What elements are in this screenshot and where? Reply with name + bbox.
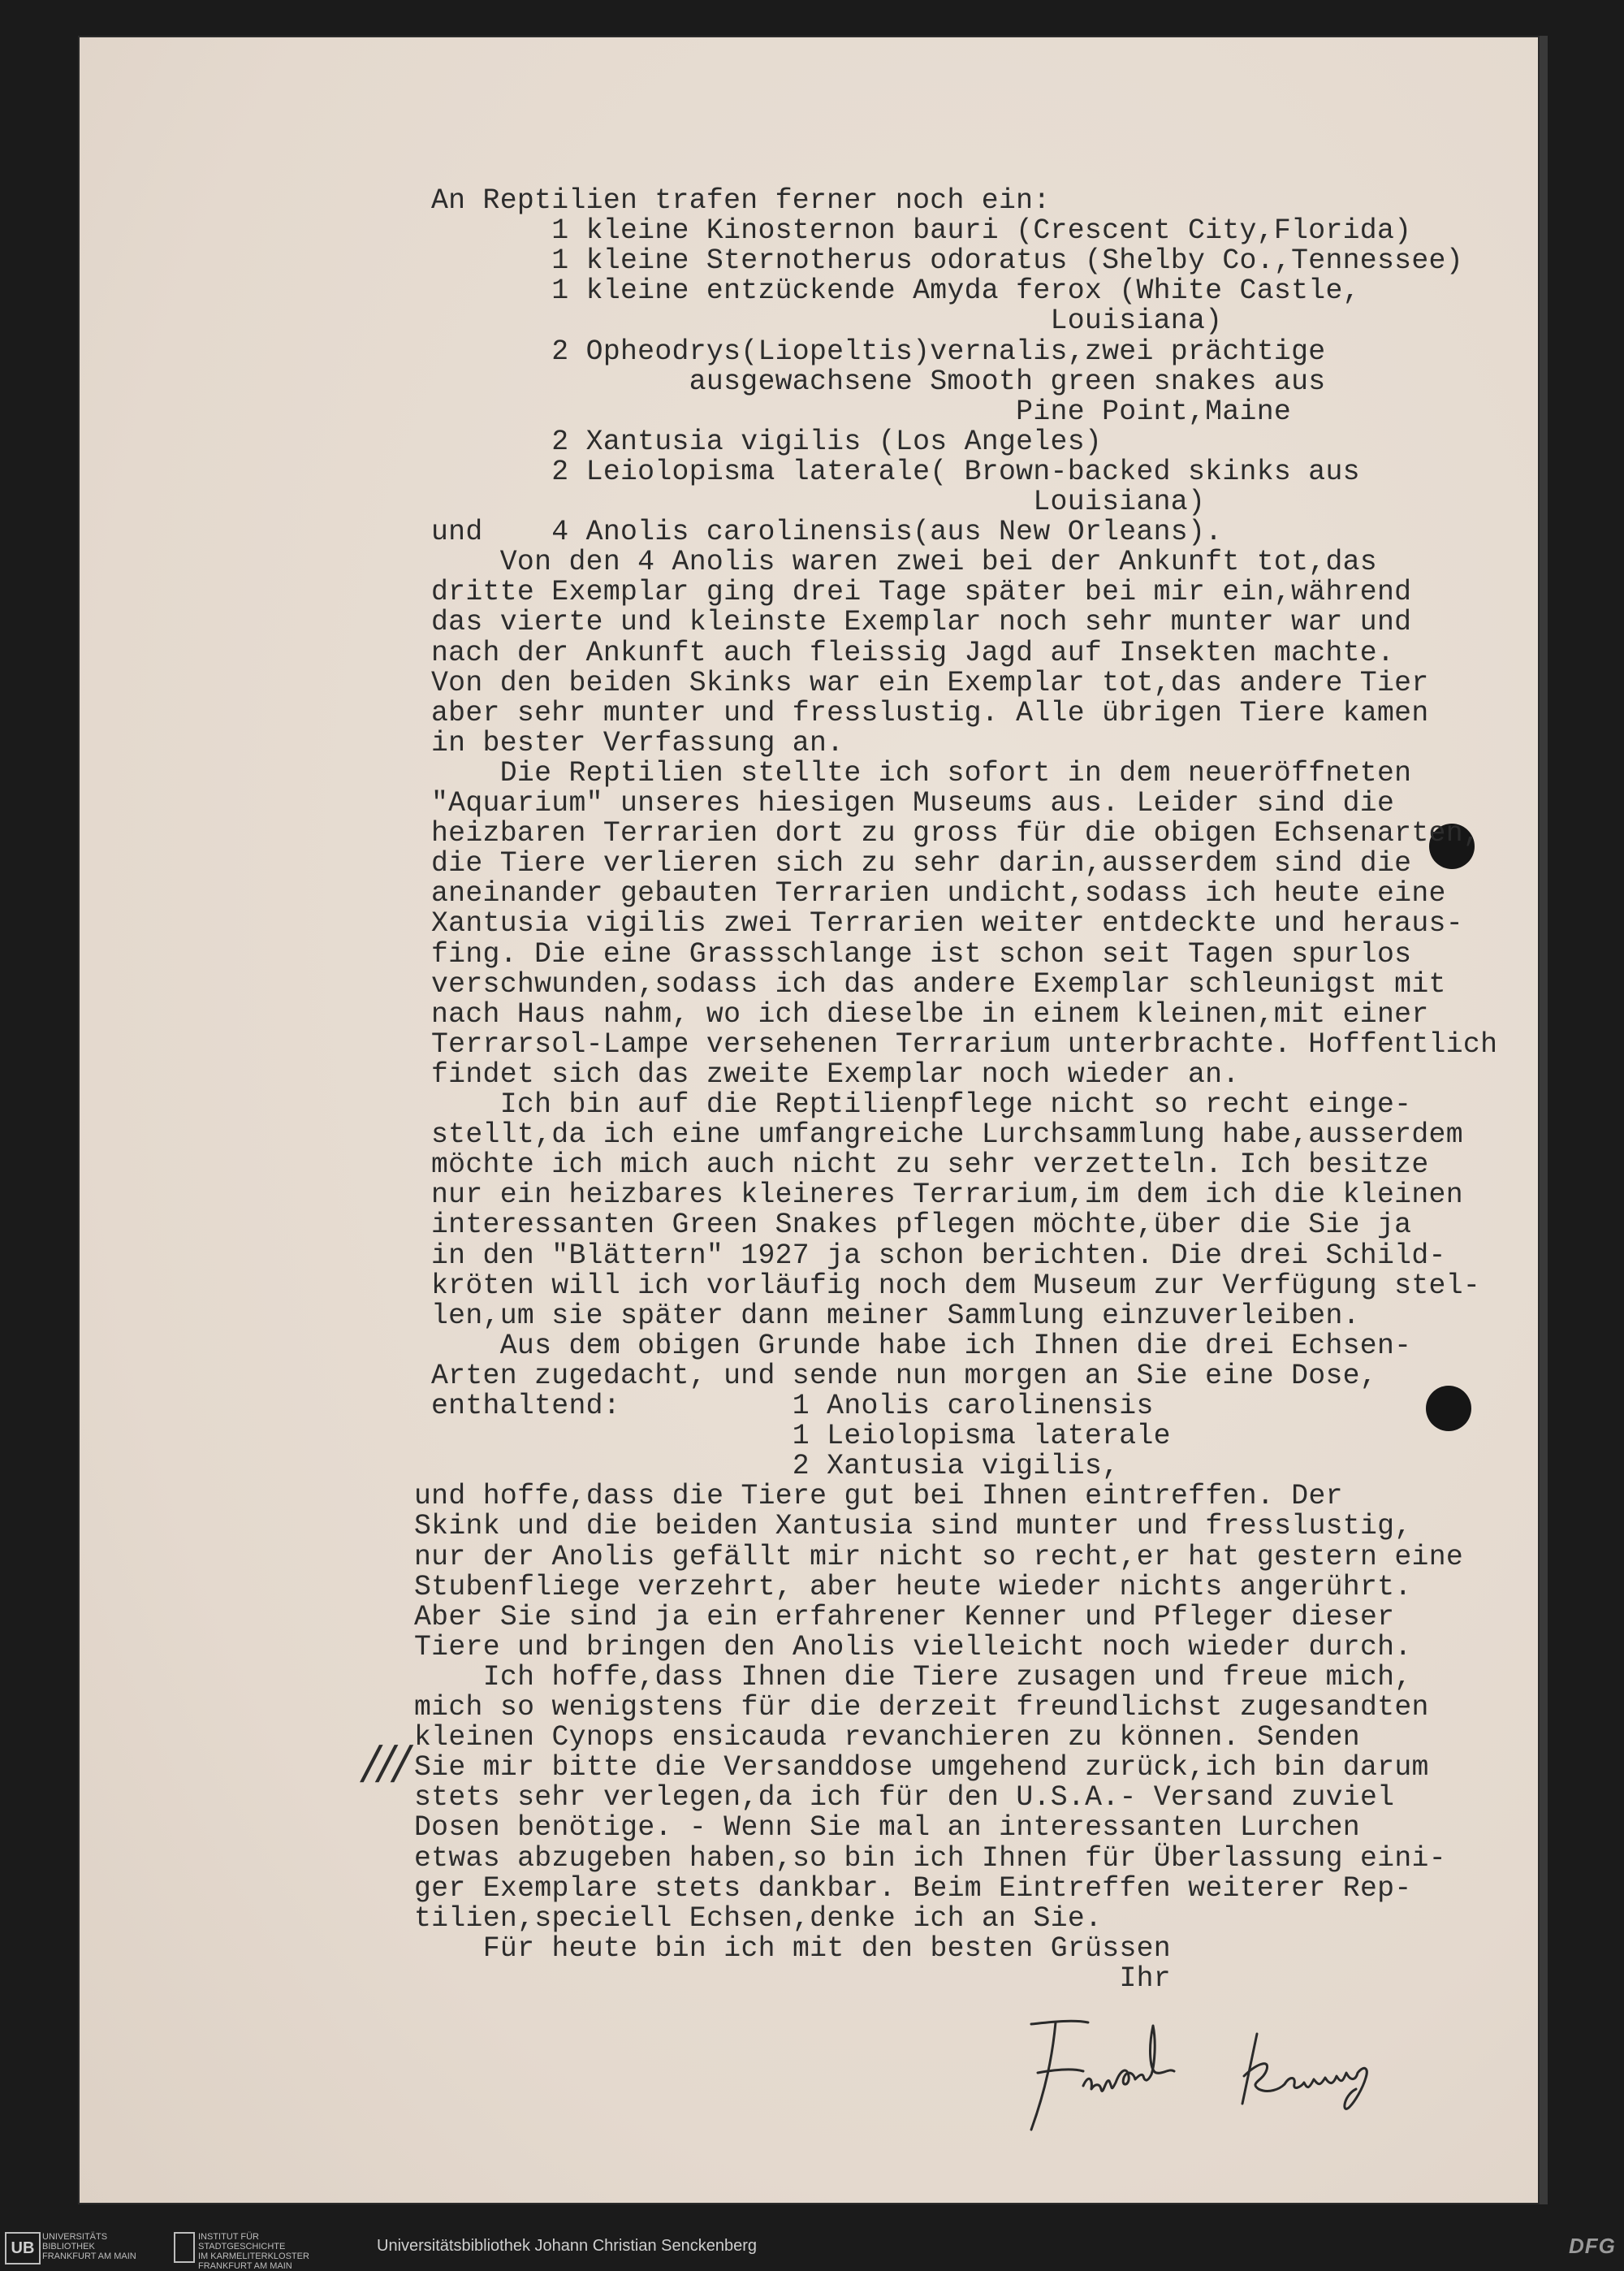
letter-line: kleinen Cynops ensicauda revanchieren zu können. Senden bbox=[414, 1722, 1360, 1754]
letter-line: kröten will ich vorläufig noch dem Museum zur Verfügung stel- bbox=[431, 1270, 1481, 1302]
letter-line: und 4 Anolis carolinensis(aus New Orleans). bbox=[431, 517, 1223, 549]
isg-logo-line: INSTITUT FÜR bbox=[198, 2232, 259, 2242]
letter-line: len,um sie später dann meiner Sammlung einzuverleiben. bbox=[431, 1300, 1360, 1332]
letter-line: Louisiana) bbox=[431, 487, 1206, 518]
letter-line: Von den beiden Skinks war ein Exemplar tot,das andere Tier bbox=[431, 667, 1429, 699]
letter-line: 2 Xantusia vigilis (Los Angeles) bbox=[431, 426, 1103, 458]
signature bbox=[999, 2008, 1421, 2138]
footer-bar bbox=[0, 2226, 1624, 2271]
letter-line: Ich hoffe,dass Ihnen die Tiere zusagen und freue mich, bbox=[414, 1661, 1412, 1694]
ub-logo-line: BIBLIOTHEK bbox=[42, 2242, 95, 2252]
letter-line: Die Reptilien stellte ich sofort in dem neueröffneten bbox=[431, 757, 1412, 789]
letter-line: aber sehr munter und fresslustig. Alle übrigen Tiere kamen bbox=[431, 697, 1429, 729]
letter-line: tilien,speciell Echsen,denke ich an Sie. bbox=[414, 1902, 1103, 1935]
letter-line: Skink und die beiden Xantusia sind munter und fresslustig, bbox=[414, 1511, 1412, 1543]
footer-title: Universitätsbibliothek Johann Christian Senckenberg bbox=[377, 2237, 758, 2255]
letter-line: 1 kleine Kinosternon bauri (Crescent City,Florida) bbox=[431, 215, 1412, 248]
letter-line: 1 kleine entzückende Amyda ferox (White Castle, bbox=[431, 275, 1360, 308]
letter-line: Stubenfliege verzehrt, aber heute wieder nichts angerührt. bbox=[414, 1571, 1412, 1603]
ub-logo bbox=[5, 2232, 41, 2265]
letter-line: Terrarsol-Lampe versehenen Terrarium unterbrachte. Hoffentlich bbox=[431, 1028, 1498, 1061]
letter-line: ausgewachsene Smooth green snakes aus bbox=[431, 366, 1326, 398]
ub-logo-line: FRANKFURT AM MAIN bbox=[42, 2252, 136, 2261]
letter-line: nur ein heizbares kleineres Terrarium,im dem ich die kleinen bbox=[431, 1179, 1463, 1212]
ub-logo-mark: UB bbox=[11, 2239, 35, 2257]
letter-line: in den "Blättern" 1927 ja schon berichten. Die drei Schild- bbox=[431, 1239, 1446, 1272]
letter-line: Aus dem obigen Grunde habe ich Ihnen die drei Echsen- bbox=[431, 1330, 1412, 1362]
letter-line: verschwunden,sodass ich das andere Exemplar schleunigst mit bbox=[431, 968, 1446, 1001]
isg-logo-line: FRANKFURT AM MAIN bbox=[198, 2261, 292, 2271]
letter-line: mich so wenigstens für die derzeit freundlichst zugesandten bbox=[414, 1692, 1429, 1724]
letter-line: Aber Sie sind ja ein erfahrener Kenner und Pfleger dieser bbox=[414, 1601, 1395, 1633]
letter-line: die Tiere verlieren sich zu sehr darin,ausserdem sind die bbox=[431, 848, 1412, 880]
letter-line: 1 kleine Sternotherus odoratus (Shelby Co.,Tennessee) bbox=[431, 245, 1463, 278]
letter-line: 2 Xantusia vigilis, bbox=[431, 1451, 1120, 1483]
ub-logo-line: UNIVERSITÄTS bbox=[42, 2232, 108, 2242]
letter-line: Xantusia vigilis zwei Terrarien weiter entdeckte und heraus- bbox=[431, 908, 1463, 941]
letter-line: Ich bin auf die Reptilienpflege nicht so recht einge- bbox=[431, 1089, 1412, 1121]
isg-logo-text bbox=[198, 2232, 309, 2271]
letter-line: Tiere und bringen den Anolis vielleicht noch wieder durch. bbox=[414, 1631, 1412, 1663]
letter-line: nur der Anolis gefällt mir nicht so recht,er hat gestern eine bbox=[414, 1541, 1464, 1573]
ub-logo-text bbox=[42, 2232, 136, 2261]
letter-line: Dosen benötige. - Wenn Sie mal an interessanten Lurchen bbox=[414, 1812, 1360, 1845]
letter-line: Arten zugedacht, und sende nun morgen an Sie eine Dose, bbox=[431, 1360, 1377, 1392]
letter-line: 2 Opheodrys(Liopeltis)vernalis,zwei prächtige bbox=[431, 335, 1326, 368]
letter-line: ger Exemplare stets dankbar. Beim Eintreffen weiterer Rep- bbox=[414, 1872, 1412, 1905]
letter-line: Pine Point,Maine bbox=[431, 396, 1292, 428]
punch-hole-bottom bbox=[1426, 1386, 1471, 1431]
letter-line: stets sehr verlegen,da ich für den U.S.A.- Versand zuviel bbox=[414, 1782, 1395, 1815]
letter-line: und hoffe,dass die Tiere gut bei Ihnen eintreffen. Der bbox=[414, 1481, 1343, 1513]
letter-line: Sie mir bitte die Versanddose umgehend zurück,ich bin darum bbox=[414, 1752, 1429, 1784]
isg-logo bbox=[174, 2232, 195, 2263]
letter-line: nach Haus nahm, wo ich dieselbe in einem kleinen,mit einer bbox=[431, 998, 1429, 1031]
letter-line: An Reptilien trafen ferner noch ein: bbox=[431, 185, 1051, 217]
letter-line: "Aquarium" unseres hiesigen Museums aus. Leider sind die bbox=[431, 788, 1395, 820]
letter-line: das vierte und kleinste Exemplar noch sehr munter war und bbox=[431, 607, 1412, 639]
letter-line: 1 Leiolopisma laterale bbox=[431, 1421, 1171, 1453]
page-edge bbox=[1540, 36, 1548, 2204]
letter-line: etwas abzugeben haben,so bin ich Ihnen für Überlassung eini- bbox=[414, 1842, 1446, 1875]
letter-line: stellt,da ich eine umfangreiche Lurchsammlung habe,ausserdem bbox=[431, 1119, 1463, 1152]
letter-line: möchte ich mich auch nicht zu sehr verzetteln. Ich besitze bbox=[431, 1149, 1429, 1182]
letter-line: findet sich das zweite Exemplar noch wieder an. bbox=[431, 1058, 1240, 1091]
letter-line: dritte Exemplar ging drei Tage später bei mir ein,während bbox=[431, 577, 1412, 609]
letter-line: enthaltend: 1 Anolis carolinensis bbox=[431, 1391, 1154, 1422]
isg-logo-line: IM KARMELITERKLOSTER bbox=[198, 2252, 309, 2261]
letter-line: interessanten Green Snakes pflegen möchte,über die Sie ja bbox=[431, 1209, 1412, 1242]
margin-mark: /// bbox=[358, 1737, 416, 1789]
letter-line: 2 Leiolopisma laterale( Brown-backed skinks aus bbox=[431, 456, 1360, 488]
letter-line: Von den 4 Anolis waren zwei bei der Ankunft tot,das bbox=[431, 547, 1377, 579]
letter-line: Für heute bin ich mit den besten Grüssen bbox=[414, 1932, 1171, 1965]
isg-logo-line: STADTGESCHICHTE bbox=[198, 2242, 286, 2252]
letter-line: in bester Verfassung an. bbox=[431, 727, 844, 759]
letter-line: Ihr bbox=[414, 1962, 1171, 1995]
letter-line: nach der Ankunft auch fleissig Jagd auf Insekten machte. bbox=[431, 637, 1395, 669]
letter-line: Louisiana) bbox=[431, 305, 1223, 338]
letter-line: heizbaren Terrarien dort zu gross für die obigen Echsenarten, bbox=[431, 818, 1481, 850]
letter-line: fing. Die eine Grassschlange ist schon seit Tagen spurlos bbox=[431, 938, 1412, 971]
letter-line: aneinander gebauten Terrarien undicht,sodass ich heute eine bbox=[431, 878, 1446, 911]
dfg-logo: DFG bbox=[1569, 2234, 1616, 2258]
